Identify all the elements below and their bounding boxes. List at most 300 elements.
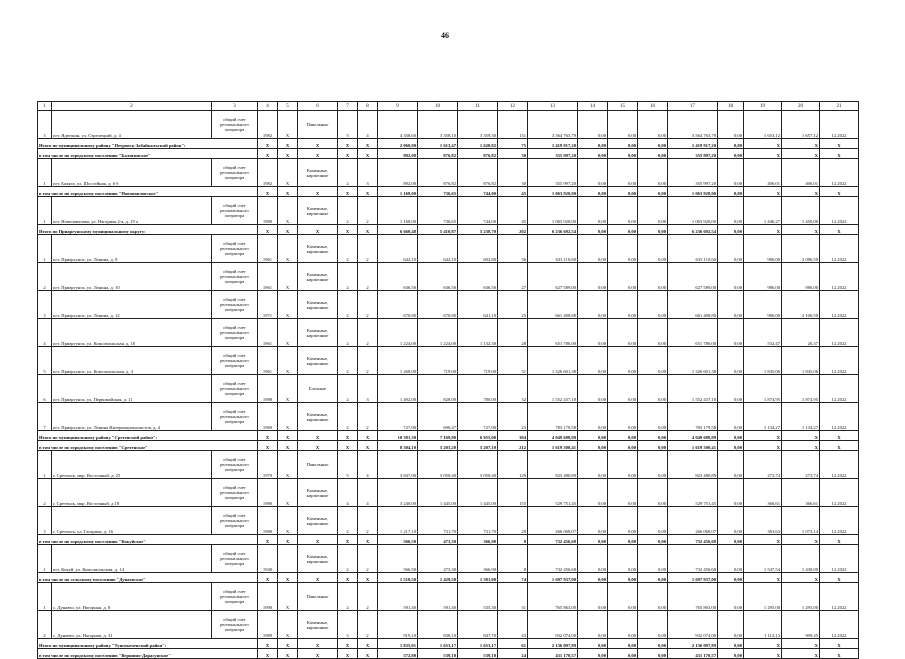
header-cell-6: 6 [298,102,338,111]
table-cell: X [820,187,859,197]
table-cell: X [820,225,859,235]
table-row [38,451,859,479]
table-cell: 28 [498,319,528,347]
table-cell: 727,00 [458,403,498,431]
table-cell: X [298,225,338,235]
table-cell: X [744,573,782,583]
header-cell-8: 8 [358,102,378,111]
table-cell: X [278,583,298,611]
table-cell: 3 [38,291,52,319]
header-cell-3: 3 [212,102,258,111]
table-cell: 1 697 937,00 [528,573,578,583]
table-row [38,611,859,639]
table-cell: 732 456,68 [528,535,578,545]
table-cell: Каменные, кирпичные [298,347,338,375]
table-cell: 129 [498,451,528,479]
header-cell-7: 7 [338,102,358,111]
table-cell: 431 170,57 [528,649,578,659]
table-cell: 1982 [258,111,278,139]
table-cell: X [358,535,378,545]
table-cell: 28 [498,507,528,535]
table-cell: 651 786,00 [668,319,718,347]
table-cell: 27 [498,263,528,291]
table-cell: 1 224,00 [418,319,458,347]
table-cell: 0,00 [608,225,638,235]
table-cell: 636,50 [458,263,498,291]
table-cell: X [298,431,338,441]
table-cell: 0,00 [608,347,638,375]
table-cell: 1980 [258,479,278,507]
table-cell: 0,00 [638,235,668,263]
table-cell: 0,00 [578,375,608,403]
table-cell: 7 169,90 [418,431,458,441]
table-cell: 3 [358,375,378,403]
table-cell: X [338,535,358,545]
table-cell: 744,00 [458,187,498,197]
table-cell: 3 [338,611,358,639]
table-cell: 744,00 [458,197,498,225]
table-cell: 0,00 [578,291,608,319]
table-cell: 1 112,13 [744,611,782,639]
table-cell: 1 168,00 [378,197,418,225]
table-cell: 43 [498,611,528,639]
table-cell: X [258,573,278,583]
table-cell: X [278,111,298,139]
table-row [38,291,859,319]
table-cell: общий счет регионального оператора [212,263,258,291]
table-cell: 0,00 [638,347,668,375]
table-cell: 1 132,30 [458,319,498,347]
table-cell: 2 [338,403,358,431]
table-cell: 0,00 [608,583,638,611]
table-cell: 0,00 [638,225,668,235]
table-cell: 0,00 [608,431,638,441]
table-cell: 0,00 [718,573,744,583]
table-cell: с. Дунаево, ул. Нагорная, д. 8 [52,583,212,611]
table-cell: 732 456,68 [668,545,718,573]
table-cell: X [338,649,358,659]
table-cell: X [258,187,278,197]
table-cell: X [820,649,859,659]
table-cell: 131 [498,111,528,139]
table-cell: X [278,291,298,319]
table-cell: общий счет регионального оператора [212,403,258,431]
row-label: Итого по муниципальному району "Сретенский район": [38,431,258,441]
table-cell: 1 295,00 [782,583,820,611]
table-cell: 0,00 [608,149,638,159]
table-cell: 690,47 [418,403,458,431]
table-cell: общий счет регионального оператора [212,611,258,639]
table-cell: пгт. Балята, ул. Шоссейная, д. 6 б [52,159,212,187]
row-label: Итого по муниципальному району "Тунгокоченский район": [38,639,258,649]
table-cell: X [278,573,298,583]
table-cell: 1 134,27 [744,403,782,431]
table-cell: 0,00 [608,451,638,479]
table-cell: X [782,535,820,545]
table-cell: 0,00 [608,375,638,403]
table-cell: 2 136 097,89 [528,639,578,649]
table-cell: 2 [358,611,378,639]
table-cell: X [258,535,278,545]
table-cell: 0,00 [718,111,744,139]
table-cell: 591,40 [418,583,458,611]
subtotal-row [38,187,859,197]
table-cell: Каменные, кирпичные [298,479,338,507]
table-cell: 2 [338,235,358,263]
table-cell: 1 168,00 [378,187,418,197]
table-cell: Каменные, кирпичные [298,319,338,347]
table-cell: 1 419 917,20 [528,139,578,149]
table-cell: 1980 [258,197,278,225]
table-cell: X [820,431,859,441]
table-cell: 1 492,00 [378,375,418,403]
table-cell: Каменные, кирпичные [298,611,338,639]
table-cell: 0,00 [638,431,668,441]
header-cell-2: 2 [52,102,212,111]
table-cell: 0,00 [578,197,608,225]
table-cell: X [782,139,820,149]
table-cell: 1 835,01 [378,639,418,649]
table-cell: 529 751,45 [528,479,578,507]
table-cell: 823 480,89 [668,451,718,479]
table-cell: 736,65 [418,187,458,197]
table-cell: 0,00 [578,507,608,535]
table-cell: 780,00 [458,375,498,403]
total-row [38,139,859,149]
table-cell: 0,00 [718,431,744,441]
table-cell: 2 [358,403,378,431]
table-cell: г. Сретенск, ул. Гагарина, д. 16 [52,507,212,535]
table-cell: 0,00 [638,263,668,291]
table-cell: 12.2022 [820,611,859,639]
table-cell: 633 110,60 [668,235,718,263]
table-cell: X [338,431,358,441]
table-cell: 1 217,10 [378,507,418,535]
table-cell: 1 450,00 [782,197,820,225]
table-cell: пгт. Ядюткин, ул. Стрелецкий, д. 4 [52,111,212,139]
table-cell: 932 074,00 [668,611,718,639]
table-cell: 32 [498,375,528,403]
table-cell: пгт. Приаргунск, ул. Ленина, д. 12 [52,291,212,319]
table-cell: 876,82 [458,159,498,187]
header-cell-18: 18 [718,102,744,111]
table-cell: 363,63 [744,507,782,535]
table-cell: 0,00 [608,139,638,149]
table-cell: 1 845,06 [782,347,820,375]
table-cell: пгт. Приаргунск, ул. Первомайская, д. 11 [52,375,212,403]
row-label: Итого по муниципальному району "Петровск-Забайкальский район": [38,139,258,149]
table-cell: 1 552 437,18 [528,375,578,403]
table-cell: 0,00 [578,431,608,441]
table-cell: 10 381,30 [378,431,418,441]
table-cell: 0,00 [638,403,668,431]
table-cell: Панельные [298,583,338,611]
table-cell: 0,00 [578,649,608,659]
total-row [38,225,859,235]
table-cell: 3 [358,159,378,187]
table-cell: 4 049 688,09 [528,431,578,441]
table-cell: 0,00 [638,291,668,319]
table-cell: 1940 [258,545,278,573]
table-cell: X [278,611,298,639]
table-cell: X [744,139,782,149]
table-cell: 627 589,00 [528,263,578,291]
table-cell: 0,00 [718,649,744,659]
table-cell: Каменные, кирпичные [298,263,338,291]
header-cell-21: 21 [820,102,859,111]
table-cell: общий счет регионального оператора [212,583,258,611]
table-cell: 355 997,20 [528,149,578,159]
subtotal-row [38,649,859,659]
table-cell: 1 [38,451,52,479]
table-cell: X [298,649,338,659]
table-cell: 406,01 [744,159,782,187]
table-cell: 6 660,48 [378,225,418,235]
table-cell: 3 358,10 [418,111,458,139]
table-cell: общий счет регионального оператора [212,451,258,479]
table-cell: 838,10 [418,611,458,639]
table-cell: 1961 [258,263,278,291]
header-cell-15: 15 [608,102,638,111]
table-cell: X [358,639,378,649]
table-cell: 0,00 [638,573,668,583]
table-cell: 986,00 [744,263,782,291]
table-cell: X [744,441,782,451]
table-cell: 473,30 [418,535,458,545]
table-cell: 1 619 300,41 [528,441,578,451]
table-cell: 0,00 [578,451,608,479]
header-cell-20: 20 [782,102,820,111]
table-cell: X [338,441,358,451]
table-cell: 0,00 [578,535,608,545]
table-cell: 2 [358,263,378,291]
table-row [38,375,859,403]
table-cell: X [782,639,820,649]
table-cell: 2 136 097,89 [668,639,718,649]
table-cell: X [782,441,820,451]
table-cell: 1 697 937,00 [668,573,718,583]
table-cell: 2 [358,197,378,225]
table-row [38,507,859,535]
table-cell: 1 224,00 [378,319,418,347]
row-label: в том числе по городскому поселению "Кокуйское" [38,535,258,545]
table-cell: 30 [498,149,528,159]
table-row [38,235,859,263]
table-cell: X [358,225,378,235]
table-cell: 591,40 [378,583,418,611]
table-row [38,159,859,187]
table-cell: 986,00 [744,235,782,263]
row-label: в том числе по городскому поселению "Балягинское" [38,149,258,159]
table-cell: X [338,139,358,149]
table-cell: 0,00 [638,319,668,347]
table-cell: X [278,649,298,659]
table-cell: 2 [338,197,358,225]
table-cell: 3 050,40 [418,451,458,479]
table-cell: 4 [358,111,378,139]
header-row [38,102,859,111]
table-cell: X [258,441,278,451]
table-cell: 0,00 [718,235,744,263]
table-cell: общий счет регионального оператора [212,235,258,263]
table-cell: 1 653,17 [458,639,498,649]
table-cell: общий счет регионального оператора [212,291,258,319]
table-cell: X [258,431,278,441]
table-cell: 1 [38,235,52,263]
table-cell: 0,00 [578,159,608,187]
table-cell: 0,00 [608,197,638,225]
table-cell: 876,82 [418,159,458,187]
table-cell: 0,00 [608,611,638,639]
table-cell: 0,00 [638,375,668,403]
table-cell: X [338,573,358,583]
table-cell: 0,00 [638,441,668,451]
table-cell: 1 552 437,18 [668,375,718,403]
table-cell: 1 [38,545,52,573]
table-cell: 75 [498,139,528,149]
total-row [38,639,859,649]
table-cell: 45 [498,197,528,225]
table-cell: 529 751,45 [668,479,718,507]
table-cell: 5 207,10 [458,441,498,451]
table-cell: 3 [38,507,52,535]
table-cell: 1 381,00 [458,573,498,583]
table-cell: 5 [338,111,358,139]
table-cell: 828,00 [418,375,458,403]
table-cell: 0,00 [638,197,668,225]
table-cell: X [782,649,820,659]
table-cell: X [358,649,378,659]
table-cell: Панельные [298,451,338,479]
table-cell: 12.2022 [820,545,859,573]
table-cell: 651 786,00 [528,319,578,347]
table-cell: 74 [498,573,528,583]
table-cell: 876,82 [458,149,498,159]
table-cell: X [258,149,278,159]
table-cell: 719,00 [458,347,498,375]
table-cell: 0,00 [718,347,744,375]
table-cell: 0,00 [718,159,744,187]
table-cell: X [278,263,298,291]
subtotal-row [38,441,859,451]
table-cell: X [338,225,358,235]
table-cell: 1961 [258,235,278,263]
table-cell: 0,00 [608,441,638,451]
table-cell: 0,00 [718,187,744,197]
table-cell: X [358,187,378,197]
table-cell: 0,00 [638,545,668,573]
table-cell: 12.2022 [820,347,859,375]
table-cell: 1979 [258,451,278,479]
table-cell: 986,00 [782,263,820,291]
table-cell: 892,00 [378,159,418,187]
table-cell: 2 [358,319,378,347]
table-cell: 0,00 [638,583,668,611]
table-cell: X [820,639,859,649]
table-cell: 661 408,80 [668,291,718,319]
table-cell: 3 847,00 [378,451,418,479]
table-cell: общий счет регионального оператора [212,375,258,403]
table-cell: 0,00 [718,611,744,639]
table-cell: X [278,639,298,649]
table-cell: 355 997,20 [528,159,578,187]
table-cell: 539,10 [418,649,458,659]
table-cell: X [278,441,298,451]
table-cell: 1 063 920,00 [528,187,578,197]
table-cell: 1971 [258,291,278,319]
table-cell: 12.2022 [820,403,859,431]
table-cell: X [358,139,378,149]
table-cell: 0,00 [638,535,668,545]
table-cell: 0,00 [608,111,638,139]
table-cell: X [258,139,278,149]
table-cell: 0,00 [718,583,744,611]
table-cell: X [358,431,378,441]
table-cell: 1 073,14 [782,507,820,535]
table-cell: 1 063 920,00 [668,197,718,225]
table-cell: общий счет регионального оператора [212,111,258,139]
table-cell: X [278,451,298,479]
table-cell: X [338,187,358,197]
table-cell: 0,00 [578,225,608,235]
total-row [38,431,859,441]
table-cell: 0,00 [608,573,638,583]
table-cell: 2 [358,347,378,375]
table-cell: X [278,535,298,545]
table-cell: общий счет регионального оператора [212,347,258,375]
table-cell: 0,00 [578,235,608,263]
table-cell: 661 408,80 [528,291,578,319]
table-cell: 1 063 920,00 [668,187,718,197]
table-cell: 0,00 [718,639,744,649]
table-cell: X [278,347,298,375]
table-cell: 0,00 [718,479,744,507]
table-cell: 2 [338,583,358,611]
table-cell: 2 [338,291,358,319]
table-cell: 1 295,00 [744,583,782,611]
table-cell: 8 [498,545,528,573]
table-cell: 532,47 [744,319,782,347]
table-cell: 1980 [258,507,278,535]
table-cell: X [298,149,338,159]
table-cell: 1961 [258,347,278,375]
table-cell: 3 240,00 [378,479,418,507]
table-cell: 0,00 [578,187,608,197]
table-cell [278,545,298,573]
table-cell: 6 955,00 [458,431,498,441]
table-cell: 3 050,40 [458,451,498,479]
table-cell: 642,10 [418,235,458,263]
table-cell: 539,10 [458,649,498,659]
table-cell: X [278,149,298,159]
table-cell: 6 236 692,54 [668,225,718,235]
table-cell: X [744,187,782,197]
table-cell: 0,00 [718,507,744,535]
table-cell: 1 874,95 [782,375,820,403]
table-cell: 0,00 [718,441,744,451]
table-cell: 12.2022 [820,375,859,403]
header-cell-12: 12 [498,102,528,111]
table-cell: 3 086,50 [782,235,820,263]
table-cell: 1 874,95 [744,375,782,403]
row-label: в том числе по городскому поселению "Вершино-Дарасунское" [38,649,258,659]
table-cell: X [258,225,278,235]
page-number: 46 [441,31,449,40]
table-cell: 2 [358,291,378,319]
table-cell: 0,00 [638,611,668,639]
table-cell: Каменные, кирпичные [298,159,338,187]
table-cell: г. Сретенск, мкр. Восточный, д.18 [52,479,212,507]
